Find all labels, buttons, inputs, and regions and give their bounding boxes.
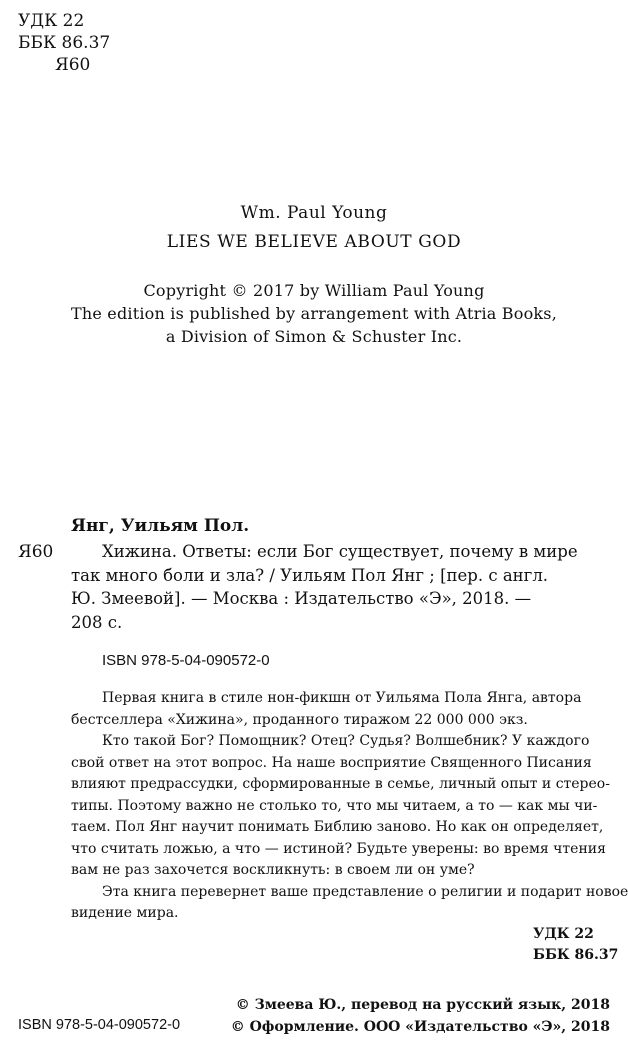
bibliographic-code: Я60 <box>18 542 54 562</box>
translation-copyright: © Змеева Ю., перевод на русский язык, 2018 <box>235 997 610 1013</box>
design-copyright: © Оформление. ООО «Издательство «Э», 2018 <box>230 1018 610 1035</box>
annotation-line: бестселлера «Хижина», проданного тиражом 22 000 000 экз. <box>71 711 528 728</box>
annotation-line: вам не раз захочется воскликнуть: в своем ли он уме? <box>71 862 475 878</box>
annotation-line: типы. Поэтому важно не столько то, что мы читаем, а то — как мы чи- <box>71 797 598 814</box>
bib-line: Ю. Змеевой]. — Москва : Издательство «Э», 2018. — <box>71 589 532 608</box>
copyright-line: The edition is published by arrangement with Atria Books, <box>70 304 558 323</box>
annotation-line: влияют предрассудки, сформированные в семье, личный опыт и стерео- <box>71 776 610 792</box>
annotation-line: Первая книга в стиле нон-фикшн от Уильяма Пола Янга, автора <box>102 690 582 706</box>
annotation-line: свой ответ на этот вопрос. На наше восприятие Священного Писания <box>71 754 592 771</box>
bib-line: 208 с. <box>71 612 123 632</box>
annotation-line: таем. Пол Янг научит понимать Библию заново. Но как он определяет, <box>71 819 604 835</box>
annotation-line: видение мира. <box>71 905 179 921</box>
annotation-line: Кто такой Бог? Помощник? Отец? Судья? Волшебник? У каждого <box>102 733 590 749</box>
bbk-code: ББК 86.37 <box>18 33 111 53</box>
author-mark: Я60 <box>55 55 91 75</box>
annotation <box>71 688 628 925</box>
bibliographic-description <box>71 540 611 634</box>
copyright-block <box>0 279 628 348</box>
copyright-line: Copyright © 2017 by William Paul Young <box>143 281 485 300</box>
udk-code: УДК 22 <box>18 11 85 31</box>
bottom-classification-codes <box>533 924 618 966</box>
bib-line: Хижина. Ответы: если Бог существует, почему в мире <box>102 542 578 561</box>
bibliographic-heading: Янг, Уильям Пол. <box>71 516 250 536</box>
annotation-line: Эта книга перевернет ваше представление о религии и подарит новое <box>102 883 628 900</box>
footer-isbn: ISBN 978-5-04-090572-0 <box>18 1017 181 1033</box>
copyright-line: a Division of Simon & Schuster Inc. <box>165 327 463 346</box>
original-title: LIES WE BELIEVE ABOUT GOD <box>166 232 462 252</box>
classification-codes <box>18 10 110 76</box>
bbk-code: ББК 86.37 <box>533 947 619 963</box>
annotation-line: что считать ложью, а что — истиной? Будьте уверены: во время чтения <box>71 840 606 857</box>
original-author: Wm. Paul Young <box>240 203 388 223</box>
isbn: ISBN 978-5-04-090572-0 <box>102 652 270 669</box>
footer-copyrights <box>231 995 610 1038</box>
bib-line: так много боли и зла? / Уильям Пол Янг ; [пер. с англ. <box>71 565 549 585</box>
udk-code: УДК 22 <box>533 926 594 942</box>
